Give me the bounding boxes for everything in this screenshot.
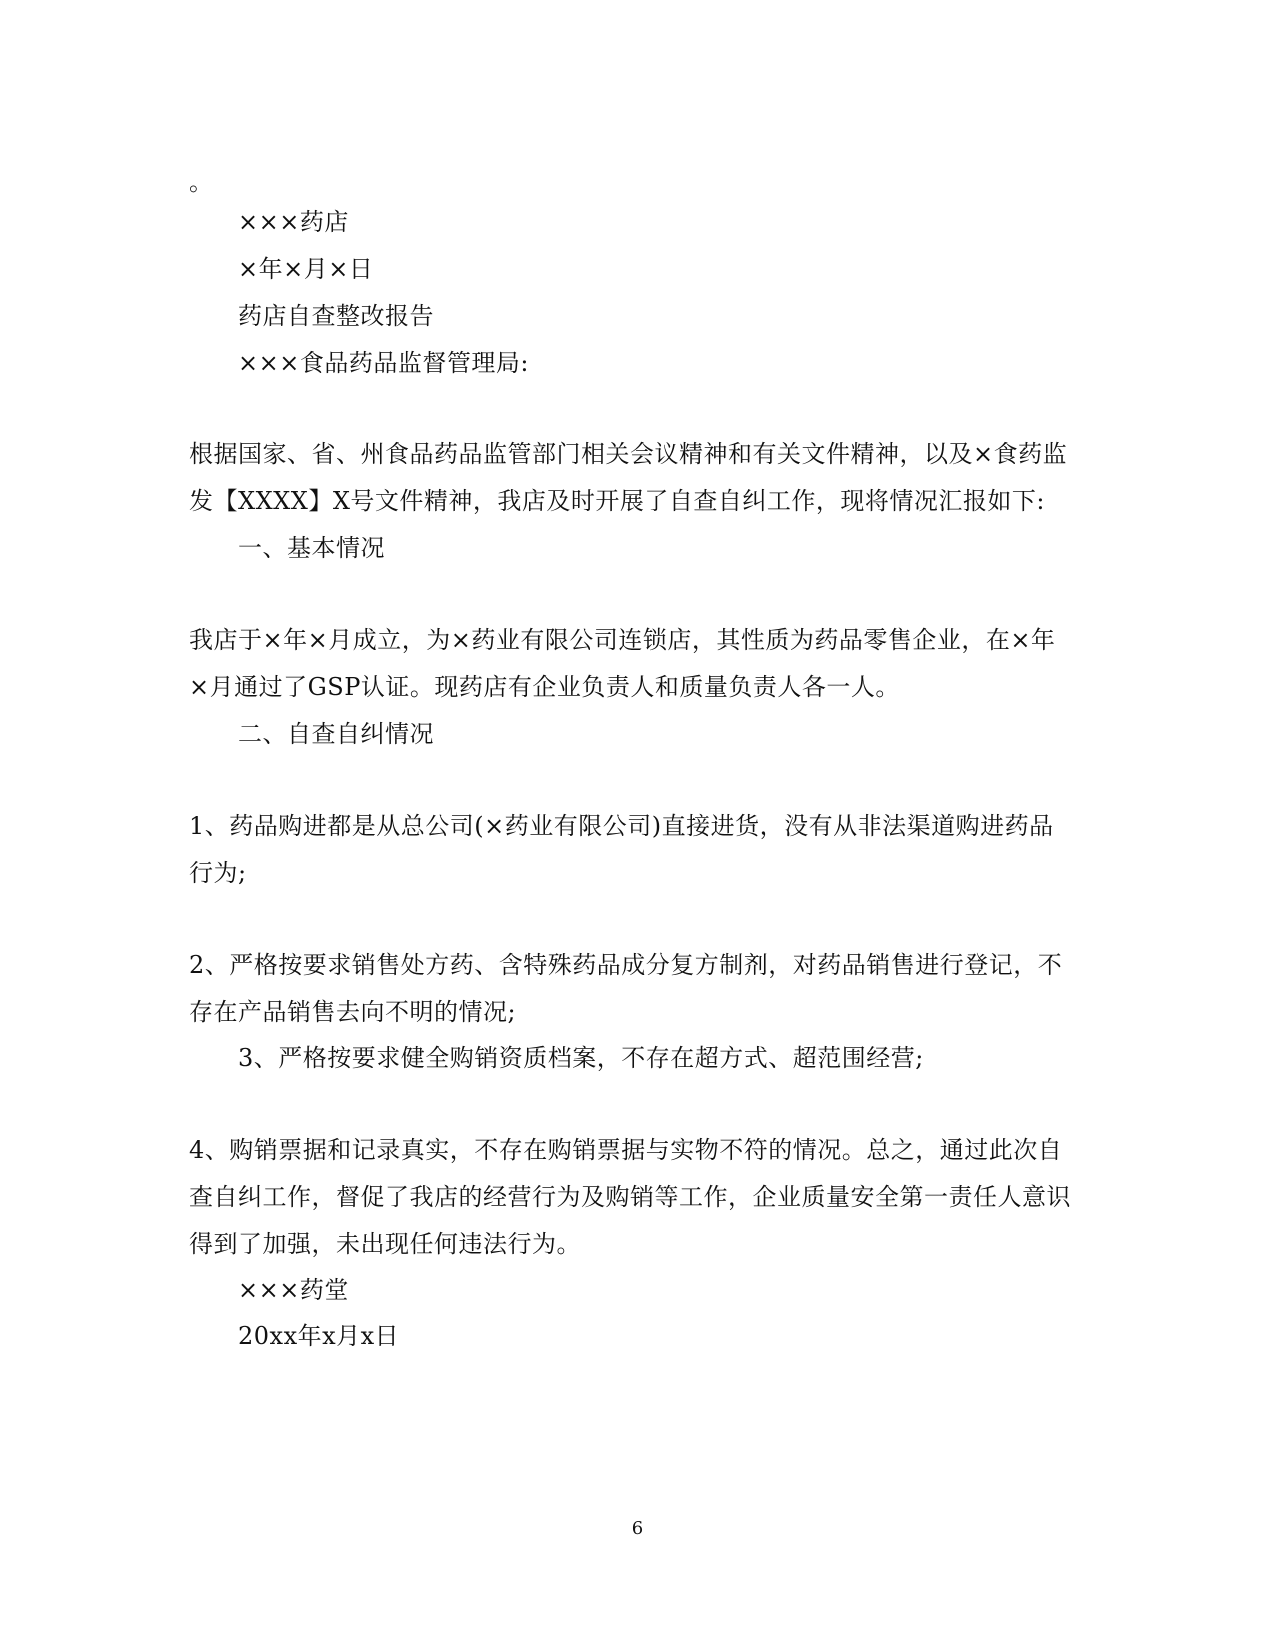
- stray-punctuation: 。: [189, 168, 214, 196]
- intro-paragraph-line-1: 根据国家、省、州食品药品监管部门相关会议精神和有关文件精神，以及×食药监: [189, 440, 1068, 468]
- item-1-line-1: 1、药品购进都是从总公司(×药业有限公司)直接进货，没有从非法渠道购进药品: [189, 812, 1054, 840]
- item-4-line-1: 4、购销票据和记录真实，不存在购销票据与实物不符的情况。总之，通过此次自: [189, 1136, 1063, 1164]
- date-line: ×年×月×日: [238, 255, 374, 283]
- addressee: ×××食品药品监督管理局:: [238, 349, 529, 377]
- basic-paragraph-line-2: ×月通过了GSP认证。现药店有企业负责人和质量负责人各一人。: [189, 673, 900, 701]
- item-2-line-2: 存在产品销售去向不明的情况;: [189, 998, 517, 1026]
- intro-paragraph-line-2: 发【XXXX】X号文件精神，我店及时开展了自查自纠工作，现将情况汇报如下:: [189, 487, 1046, 515]
- item-3: 3、严格按要求健全购销资质档案，不存在超方式、超范围经营;: [238, 1044, 924, 1072]
- signature-date: 20xx年x月x日: [238, 1322, 400, 1350]
- item-2-line-1: 2、严格按要求销售处方药、含特殊药品成分复方制剂，对药品销售进行登记，不: [189, 951, 1063, 979]
- report-title: 药店自查整改报告: [238, 302, 434, 330]
- section-heading-self-check: 二、自查自纠情况: [238, 720, 434, 748]
- item-1-line-2: 行为;: [189, 859, 247, 887]
- pharmacy-name: ×××药店: [238, 208, 349, 236]
- item-4-line-2: 查自纠工作，督促了我店的经营行为及购销等工作，企业质量安全第一责任人意识: [189, 1183, 1071, 1211]
- section-heading-basic: 一、基本情况: [238, 534, 385, 562]
- basic-paragraph-line-1: 我店于×年×月成立，为×药业有限公司连锁店，其性质为药品零售企业，在×年: [189, 626, 1056, 654]
- signature-name: ×××药堂: [238, 1276, 349, 1304]
- item-4-line-3: 得到了加强，未出现任何违法行为。: [189, 1230, 581, 1258]
- page-number: 6: [631, 1518, 644, 1539]
